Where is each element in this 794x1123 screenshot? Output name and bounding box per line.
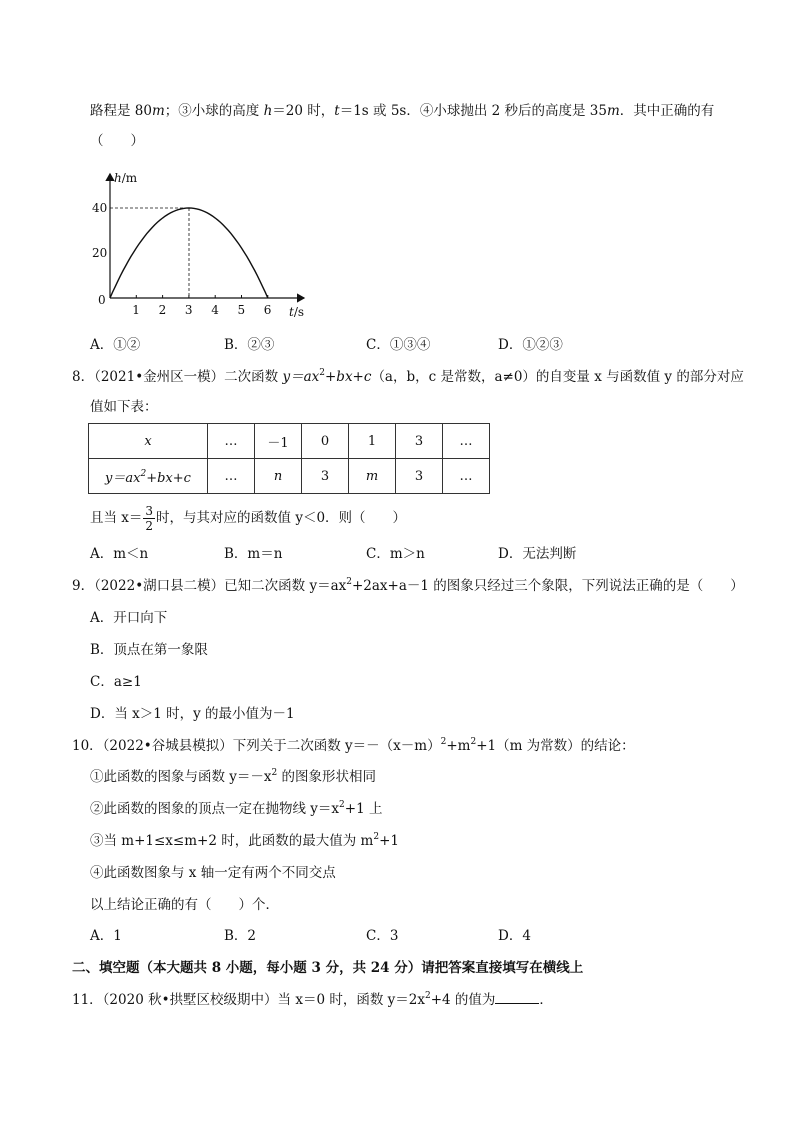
x-tick-label: 1 (132, 303, 140, 317)
y-tick-label: 20 (92, 246, 108, 260)
table-cell: 3 (396, 459, 443, 494)
q7-option-c[interactable]: C．①③④ (366, 337, 431, 353)
q7-var-t: t (334, 103, 340, 119)
table-cell: … (208, 459, 255, 494)
q11-stem: 11．（2020 秋•拱墅区校级期中）当 x＝0 时，函数 $y=2x^2+4$ 的值为 ． (72, 991, 553, 1008)
q7-continuation-line (90, 102, 714, 120)
q7-var-h: h (263, 103, 273, 119)
x-tick-label: 2 (158, 303, 167, 317)
q10-statement-4: ④此函数图象与 x 轴一定有两个不同交点 (90, 865, 336, 881)
x-tick-label: 3 (184, 303, 193, 317)
q8-condition-line (90, 500, 406, 536)
q8-option-c[interactable]: C．m＞n (366, 546, 425, 562)
table-cell: 3 (396, 424, 443, 459)
q10-question: 以上结论正确的有（ ）个． (90, 897, 279, 913)
q8-cond-b: 时，与其对应的函数值 y＜0．则（ ） (156, 510, 407, 526)
q7-option-d[interactable]: D．①②③ (498, 337, 563, 353)
q9-option-a[interactable]: A．开口向下 (90, 610, 168, 626)
q7-unit-m2: m (606, 103, 620, 119)
q7-text-c: ＝20 时， (272, 103, 335, 119)
table-row (89, 459, 490, 494)
table-row (89, 424, 490, 459)
q7-text-e: ．其中正确的有 (619, 103, 715, 119)
origin-label: 0 (98, 293, 106, 307)
q8-sup: 2 (319, 368, 325, 378)
q8-option-a[interactable]: A．m＜n (90, 546, 149, 562)
table-cell: －1 (255, 424, 302, 459)
q8-option-b[interactable]: B．m＝n (224, 546, 283, 562)
x-axis-label: t/s (289, 305, 305, 319)
q7-answer-paren: （ ） (90, 133, 144, 149)
q8-stem-line2: 值如下表： (90, 399, 158, 415)
table-cell: x (89, 424, 208, 459)
q9-option-b[interactable]: B．顶点在第一象限 (90, 642, 208, 658)
table-cell: 3 (302, 459, 349, 494)
table-cell: … (443, 459, 490, 494)
table-cell: 0 (302, 424, 349, 459)
table-cell: … (208, 424, 255, 459)
q11-answer-blank[interactable] (495, 991, 539, 1004)
q8-cond-a: 且当 x＝ (90, 510, 143, 526)
table-cell: $y=ax^2+bx+c$ (89, 459, 208, 494)
table-cell: n (255, 459, 302, 494)
q7-option-b[interactable]: B．②③ (224, 337, 275, 353)
q10-option-b[interactable]: B．2 (224, 928, 257, 944)
q8-func: y＝ax (282, 369, 320, 385)
x-tick-label: 5 (237, 303, 246, 317)
q8-fraction: $\frac{3}{2}$ (145, 504, 154, 533)
q10-option-d[interactable]: D．4 (498, 928, 531, 944)
q7-text-d: ＝1s 或 5s．④小球抛出 2 秒后的高度是 35 (339, 103, 607, 119)
section-2-heading: 二、填空题（本大题共 8 小题，每小题 3 分，共 24 分）请把答案直接填写在横线上 (72, 960, 584, 976)
q8-value-table (88, 423, 490, 494)
q10-statement-2: ②此函数的图象的顶点一定在抛物线 $y=x^2+1$ 上 (90, 800, 383, 817)
q8-stem-line1 (72, 368, 744, 386)
table-cell: m (349, 459, 396, 494)
y-tick-label: 40 (92, 201, 108, 215)
y-axis-label: h/m (114, 171, 138, 185)
q7-parabola-graph (86, 168, 316, 328)
q10-option-c[interactable]: C．3 (366, 928, 399, 944)
q9-stem: 9．（2022•湖口县二模）已知二次函数 $y=ax^2+2ax+a-1$ 的图象只经过三个象限，下列说法正确的是（ ） (72, 577, 744, 594)
q8-stem-a: 8．（2021•金州区一模）二次函数 (72, 369, 283, 385)
q9-option-d[interactable]: D．当 x＞1 时，y 的最小值为－1 (90, 706, 295, 722)
q7-text-b: ；③小球的高度 (164, 103, 264, 119)
q9-option-c[interactable]: C．a≥1 (90, 674, 142, 690)
q10-stem: 10．（2022•谷城县模拟）下列关于二次函数 $y=-(x-m)^2+m^2+1(m$ 为常数）的结论： (72, 737, 635, 754)
q8-func-tail: +bx+c (324, 369, 372, 385)
q10-option-a[interactable]: A．1 (90, 928, 122, 944)
q7-option-a[interactable]: A．①② (90, 337, 141, 353)
q8-stem-b: （a，b，c 是常数，a≠0）的自变量 x 与函数值 y 的部分对应 (371, 369, 744, 385)
q10-statement-3: ③当 m+1≤x≤m+2 时，此函数的最大值为 $m^2+1$ (90, 832, 399, 849)
x-tick-label: 6 (263, 303, 272, 317)
table-cell: … (443, 424, 490, 459)
q7-text-a: 路程是 80 (90, 103, 152, 119)
q10-statement-1: ①此函数的图象与函数 $y=-x^2$ 的图象形状相同 (90, 768, 377, 785)
q7-unit-m: m (151, 103, 165, 119)
q8-option-d[interactable]: D．无法判断 (498, 546, 577, 562)
table-cell: 1 (349, 424, 396, 459)
x-tick-label: 4 (211, 303, 219, 317)
